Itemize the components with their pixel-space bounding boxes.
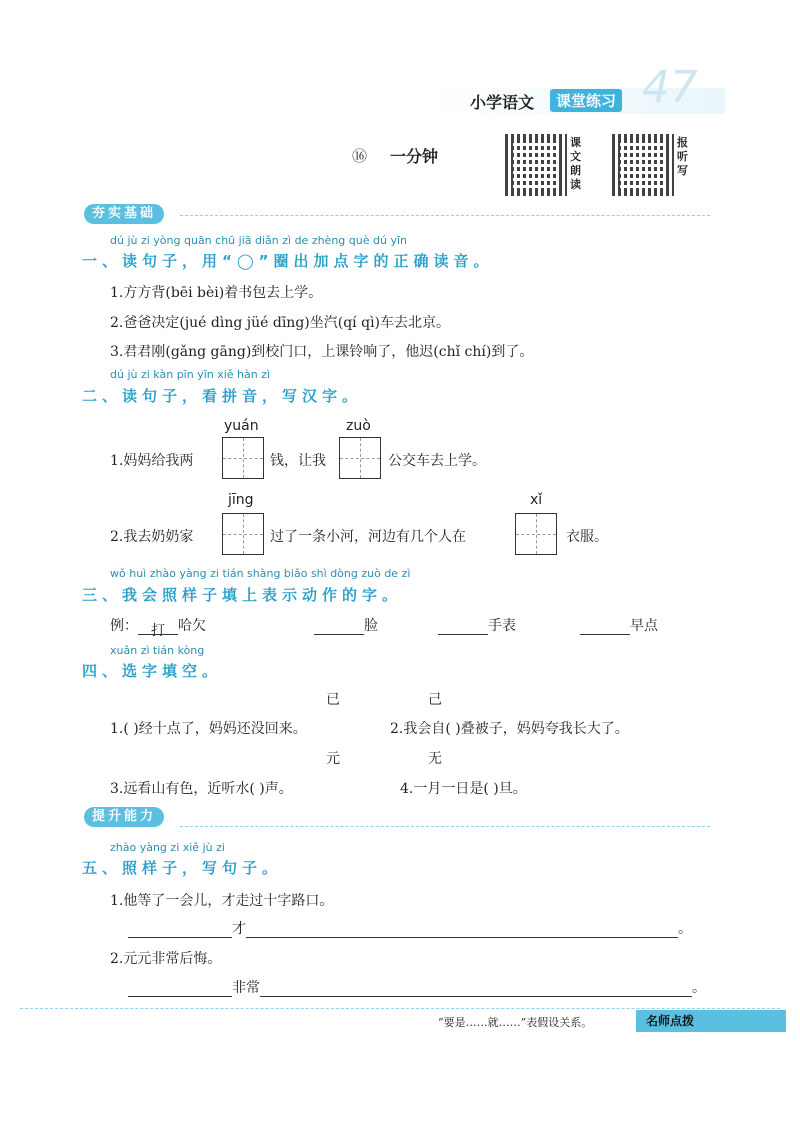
write-line[interactable] <box>128 982 232 997</box>
q2-s1-part-b: 钱，让我 <box>270 453 326 469</box>
q3-title: 三、我会照样子填上表示动作的字。 <box>82 586 403 604</box>
q1-title: 一、读句子，用“◯”圈出加点字的正确读音。 <box>82 252 494 270</box>
q3-example <box>110 615 206 639</box>
footer-label: 名师点拨 <box>636 1010 786 1032</box>
q5-sentence-1: 1.他等了一会儿，才走过十字路口。 <box>110 893 334 909</box>
q4-option-3: 元 <box>326 751 340 767</box>
write-line[interactable] <box>128 923 232 938</box>
fill-blank[interactable] <box>438 620 488 635</box>
q4-option-4: 无 <box>428 751 442 767</box>
q3-pinyin: wǒ huì zhào yàng zi tián shàng biǎo shì dòng zuò de zì <box>110 567 411 580</box>
q5-title: 五、照样子，写句子。 <box>82 859 283 877</box>
q2-s2-part-b: 过了一条小河，河边有几个人在 <box>270 529 466 545</box>
write-line[interactable] <box>260 982 692 997</box>
write-box-xi[interactable] <box>515 513 557 555</box>
q5-word-2: 非常 <box>232 980 260 996</box>
q4-sentence-2: 2.我会自( )叠被子，妈妈夸我长大了。 <box>390 721 629 737</box>
footer-divider <box>20 1008 780 1009</box>
page-number: 47 <box>642 62 698 113</box>
q4-sentence-4: 4.一月一日是( )旦。 <box>400 781 527 797</box>
write-box-zuo[interactable] <box>339 437 381 479</box>
divider <box>180 826 710 827</box>
q1-sentence-2: 2.爸爸决定(jué dìng jüé dīng)坐汽(qí qì)车去北京。 <box>110 315 451 331</box>
q4-option-1: 已 <box>326 692 340 708</box>
section-tag-improve: 提升能力 <box>84 807 164 827</box>
qr-code-reading[interactable] <box>505 134 567 196</box>
section-tag-basic: 夯实基础 <box>84 204 164 224</box>
q4-option-2: 己 <box>428 692 442 708</box>
q5-answer-1 <box>128 918 692 938</box>
q3-word-2: 手表 <box>488 618 516 634</box>
write-box-jing[interactable] <box>222 513 264 555</box>
q2-s2-part-c: 衣服。 <box>566 529 608 545</box>
example-answer: 打 <box>138 620 178 635</box>
q4-sentence-3: 3.远看山有色，近听水( )声。 <box>110 781 293 797</box>
fill-blank[interactable] <box>580 620 630 635</box>
q4-sentence-1: 1.( )经十点了，妈妈还没回来。 <box>110 721 307 737</box>
q2-pinyin: dú jù zi kàn pīn yīn xiě hàn zì <box>110 368 271 381</box>
lesson-number: ⑯ <box>352 147 368 165</box>
q5-sentence-2: 2.元元非常后悔。 <box>110 951 222 967</box>
q4-title: 四、选字填空。 <box>82 662 223 680</box>
qr-reading-label: 课文朗读 <box>570 136 581 191</box>
write-box-yuan[interactable] <box>222 437 264 479</box>
q3-item-1 <box>314 615 378 635</box>
pinyin-zuo: zuò <box>346 418 371 434</box>
divider <box>180 215 710 216</box>
q3-word-3: 早点 <box>630 618 658 634</box>
pinyin-yuan: yuán <box>224 418 259 434</box>
q2-s1-part-c: 公交车去上学。 <box>388 453 486 469</box>
period: 。 <box>678 921 692 937</box>
qr-dictation-label: 报听写 <box>677 136 688 177</box>
write-line[interactable] <box>246 923 678 938</box>
q3-item-2 <box>438 615 516 635</box>
pinyin-jing: jīng <box>228 492 254 508</box>
q4-pinyin: xuǎn zì tián kòng <box>110 644 205 657</box>
q5-word-1: 才 <box>232 921 246 937</box>
q3-word-1: 脸 <box>364 618 378 634</box>
q5-answer-2 <box>128 977 706 997</box>
pinyin-xi: xǐ <box>530 492 543 508</box>
period: 。 <box>692 980 706 996</box>
series-label: 课堂练习 <box>550 89 622 112</box>
q2-s2-part-a: 2.我去奶奶家 <box>110 529 194 545</box>
fill-blank[interactable] <box>314 620 364 635</box>
q2-title: 二、读句子，看拼音，写汉字。 <box>82 387 363 405</box>
q5-pinyin: zhào yàng zi xiě jù zi <box>110 841 225 854</box>
q1-pinyin: dú jù zi yòng quān chū jiā diǎn zì de zhèng què dú yīn <box>110 234 407 247</box>
example-label: 例： <box>110 618 138 634</box>
subject-label: 小学语文 <box>470 93 535 112</box>
footer-tip: “要是……就……”表假设关系。 <box>438 1016 593 1029</box>
q2-s1-part-a: 1.妈妈给我两 <box>110 453 194 469</box>
example-word: 哈欠 <box>178 618 206 634</box>
q3-item-3 <box>580 615 658 635</box>
q1-sentence-1: 1.方方背(bēi bèi)着书包去上学。 <box>110 285 323 301</box>
q1-sentence-3: 3.君君刚(gǎng gāng)到校门口，上课铃响了，他迟(chǐ chí)到了。 <box>110 344 534 360</box>
lesson-title: 一分钟 <box>390 147 439 166</box>
qr-code-dictation[interactable] <box>612 134 674 196</box>
